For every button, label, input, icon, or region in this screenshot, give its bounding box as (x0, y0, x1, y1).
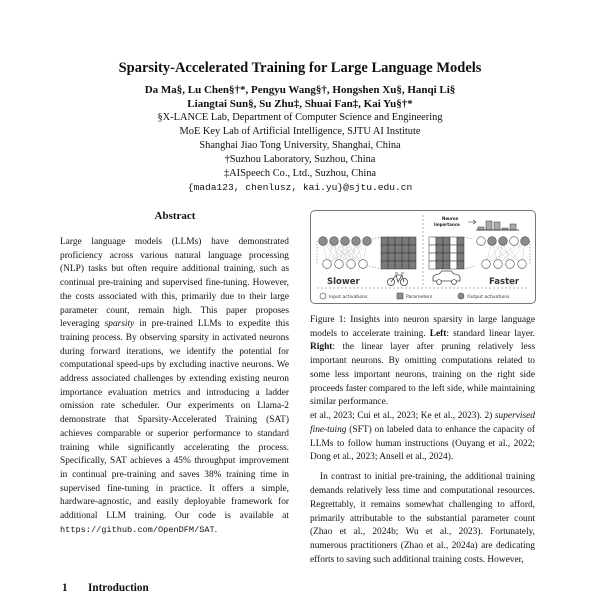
figure-1 (310, 210, 536, 304)
right-parameter-grid (429, 237, 464, 269)
p1-italic: supervised fine-tuing (310, 411, 535, 435)
abstract-italic: sparsity (104, 319, 135, 330)
output-activation-legend-icon (458, 293, 464, 299)
legend-parameters: Parameters (406, 295, 433, 300)
arrow-icon (468, 220, 476, 224)
figure-1-diagram (311, 211, 535, 303)
car-icon (433, 271, 460, 284)
affiliation-4: †Suzhou Laboratory, Suzhou, China (224, 154, 376, 165)
abstract-text-2: in pre-trained LLMs to expedite this training process. By observing sparsity in activated neurons during forward iterations, we identify the potential for computational speed-ups by excluding inactive neurons. We address associated challenges by extending existing neuron importance evaluation metrics and introducing a ladder omission rate scheduler. Our experiments on Llama-2 demonstrate that Sparsity-Accelerated Training (SAT) achieves comparable or superior performance to standard training while significantly accelerating the process. Specifically, SAT achieves a 45% throughput improvement in continual pre-training and saves 38% training time in supervised fine-tuning in practice. It offers a simple, hardware-agnostic, and easily deployable framework for additional LLM training. Our code is available at (60, 319, 289, 522)
code-link[interactable]: https://github.com/OpenDFM/SAT (60, 524, 215, 535)
caption-right-bold: Right (310, 342, 333, 353)
affiliation-1: §X-LANCE Lab, Department of Computer Science and Engineering (157, 112, 443, 123)
importance-bar-chart (478, 221, 516, 230)
section-heading-introduction (62, 582, 149, 594)
affiliation-2: MoE Key Lab of Artificial Intelligence, SJTU AI Institute (179, 126, 421, 137)
author-emails: {mada123, chenlusz, kai.yu}@sjtu.edu.cn (187, 182, 413, 193)
left-input-neurons (323, 260, 368, 269)
paragraph-1 (310, 410, 535, 465)
authors-line-1: Da Ma§, Lu Chen§†*, Pengyu Wang§†, Hongshen Xu§, Hanqi Li§ (144, 84, 456, 96)
parameters-legend-icon (397, 293, 403, 299)
importance-label-1: Neuron (442, 216, 459, 221)
caption-right-text: : the linear layer after pruning relatively less important neurons. By omitting computations related to some less important neurons, training on the right side proceeds faster compared to the left side, while maintaining similar performance. (310, 342, 535, 408)
affiliation-3: Shanghai Jiao Tong University, Shanghai, China (199, 140, 401, 151)
bicycle-icon (387, 273, 407, 286)
legend-output: Output activations (467, 295, 510, 300)
p1-end: (SFT) on labeled data to enhance the capacity of LLMs to follow human instructions (Ouyang et al., 2022; Dong et al., 2023; Ansell et al., 2024). (310, 424, 535, 463)
paragraph-2: In contrast to initial pre-training, the additional training demands relatively less time and computational resources. Regrettably, it remains somewhat challenging to afford, primarily attributable to the substantial parameter count (Zhao et al., 2024b; Wu et al., 2023). Fortunately, numerous practitioners (Zhao et al., 2024a) are dedicating efforts to saving such additional training costs. However, (310, 472, 535, 565)
author-list (0, 83, 600, 111)
input-activation-legend-icon (320, 293, 326, 299)
importance-label-2: Importance (434, 222, 460, 227)
affiliations (0, 111, 600, 195)
right-column-body (310, 410, 535, 568)
figure-1-caption (310, 314, 535, 410)
abstract-text-1: Large language models (LLMs) have demonstrated proficiency across various natural language processing (NLP) tasks but often require additional training, such as continual pre-training and supervised fine-tuning. However, the costs associated with this, primarily due to their large parameter count, remain high. This paper proposes leveraging (60, 237, 289, 330)
abstract-end: . (214, 524, 218, 535)
left-parameter-grid (381, 237, 416, 269)
right-input-neurons (482, 260, 527, 269)
legend-input: Input activations (329, 295, 368, 300)
affiliation-5: ‡AISpeech Co., Ltd., Suzhou, China (223, 168, 377, 179)
p1-start: et al., 2023; Cui et al., 2023; Ke et al., 2023). 2) (310, 411, 495, 421)
abstract-body (60, 236, 289, 537)
abstract-heading: Abstract (154, 210, 196, 222)
slower-label: Slower (327, 277, 360, 287)
paper-title: Sparsity-Accelerated Training for Large Language Models (118, 60, 482, 76)
caption-left-text: : standard linear layer. (446, 328, 535, 339)
section-number: 1 (62, 582, 68, 594)
authors-line-2: Liangtai Sun§, Su Zhu‡, Shuai Fan‡, Kai Yu§†* (187, 98, 413, 110)
section-title: Introduction (88, 582, 149, 594)
faster-label: Faster (489, 277, 520, 287)
caption-left-bold: Left (429, 328, 447, 339)
caption-prefix: Figure 1: Insights into neuron sparsity in large language models to accelerate training. (310, 315, 535, 339)
